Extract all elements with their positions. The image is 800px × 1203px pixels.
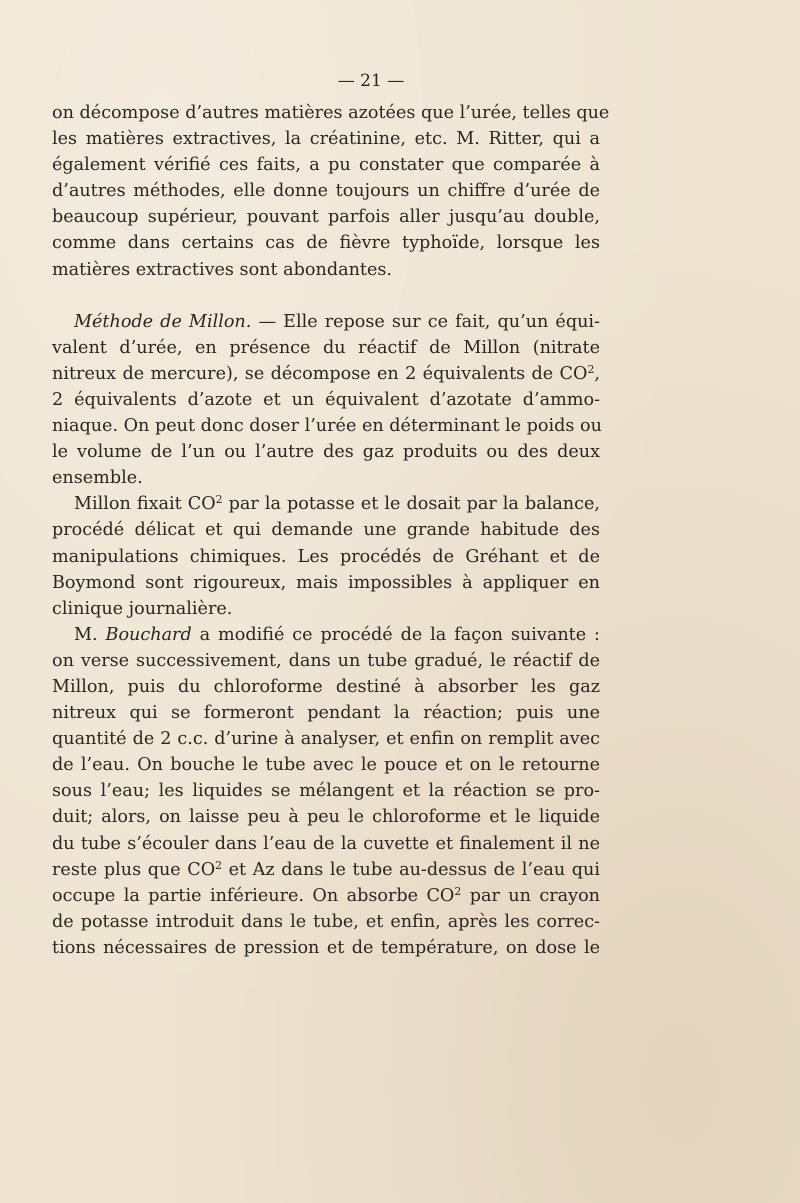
paragraph-gap [52,283,600,309]
text-line: les matières extractives, la créatinine, etc. M. Ritter, qui a [52,129,600,150]
text-run: par un crayon [461,885,600,906]
paragraph-1 [52,100,610,283]
text-line: ensemble. [52,468,143,489]
page-number: — 21 — [337,71,405,91]
text-line [52,361,600,387]
text-line: le volume de l’un ou l’autre des gaz produits ou des deux [52,442,600,463]
text-line: manipulations chimiques. Les procédés de Gréhant et de [52,546,600,567]
text-line: comme dans certains cas de fièvre typhoïde, lorsque les [52,233,600,254]
text-line: clinique journalière. [52,598,233,619]
text-line: nitreux qui se formeront pendant la réaction; puis une [52,703,600,724]
text-run: Millon fixait CO [74,494,216,515]
author-name: Bouchard [105,624,192,645]
text-line: niaque. On peut donc doser l’urée en déterminant le poids ou [52,416,602,437]
superscript: 2 [215,858,223,872]
text-line [52,883,600,909]
text-line: matières extractives sont abondantes. [52,259,393,280]
text-line: on décompose d’autres matières azotées que l’urée, telles que [52,103,610,123]
text-line: 2 équivalents d’azote et un équivalent d’azotate d’ammo- [52,389,600,410]
text-run: et Az dans le tube au-dessus de l’eau qui [222,859,600,880]
text-line: procédé délicat et qui demande une grande habitude des [52,520,600,541]
text-line: quantité de 2 c.c. d’urine à analyser, et enfin on remplit avec [52,729,600,750]
paragraph-4 [52,622,600,961]
text-line: valent d’urée, en présence du réactif de Millon (nitrate [52,337,600,358]
text-line: de potasse introduit dans le tube, et enfin, après les correc- [52,911,600,932]
text-line: du tube s’écouler dans l’eau de la cuvette et finalement il ne [52,833,600,854]
text-line: duit; alors, on laisse peu à peu le chloroforme et le liquide [52,807,600,828]
text-run: M. [74,624,106,645]
text-run: — Elle repose sur ce fait, qu’un équi- [251,311,600,332]
text-line [52,622,600,648]
superscript: 2 [587,362,595,376]
text-line: Millon, puis du chloroforme destiné à absorber les gaz [52,676,600,697]
text-line: de l’eau. On bouche le tube avec le pouce et on le retourne [52,755,600,776]
text-run: a modifié ce procédé de la façon suivante : [191,624,600,645]
text-line: beaucoup supérieur, pouvant parfois aller jusqu’au double, [52,207,600,228]
paragraph-3 [52,491,600,621]
text-line: également vérifié ces faits, a pu constater que comparée à [52,155,600,176]
text-run: nitreux de mercure), se décompose en 2 équivalents de CO [52,363,588,384]
text-line: on verse successivement, dans un tube gradué, le réactif de [52,650,600,671]
text-line: d’autres méthodes, elle donne toujours un chiffre d’urée de [52,181,600,202]
text-line: tions nécessaires de pression et de température, on dose le [52,937,600,958]
text-line [52,309,600,335]
superscript: 2 [215,493,223,507]
book-page [52,68,610,961]
superscript: 2 [454,884,462,898]
text-line: Boymond sont rigoureux, mais impossibles à appliquer en [52,572,600,593]
text-line [52,857,600,883]
text-line: sous l’eau; les liquides se mélangent et la réaction se pro- [52,781,600,802]
text-run: par la potasse et le dosait par la balance, [222,494,601,515]
text-run: reste plus que CO [52,859,216,880]
paragraph-2 [52,309,600,492]
text-line [52,491,600,517]
text-run: occupe la partie inférieure. On absorbe CO [52,885,455,906]
section-heading: Méthode de Millon. [74,311,252,332]
text-run: , [594,363,600,384]
